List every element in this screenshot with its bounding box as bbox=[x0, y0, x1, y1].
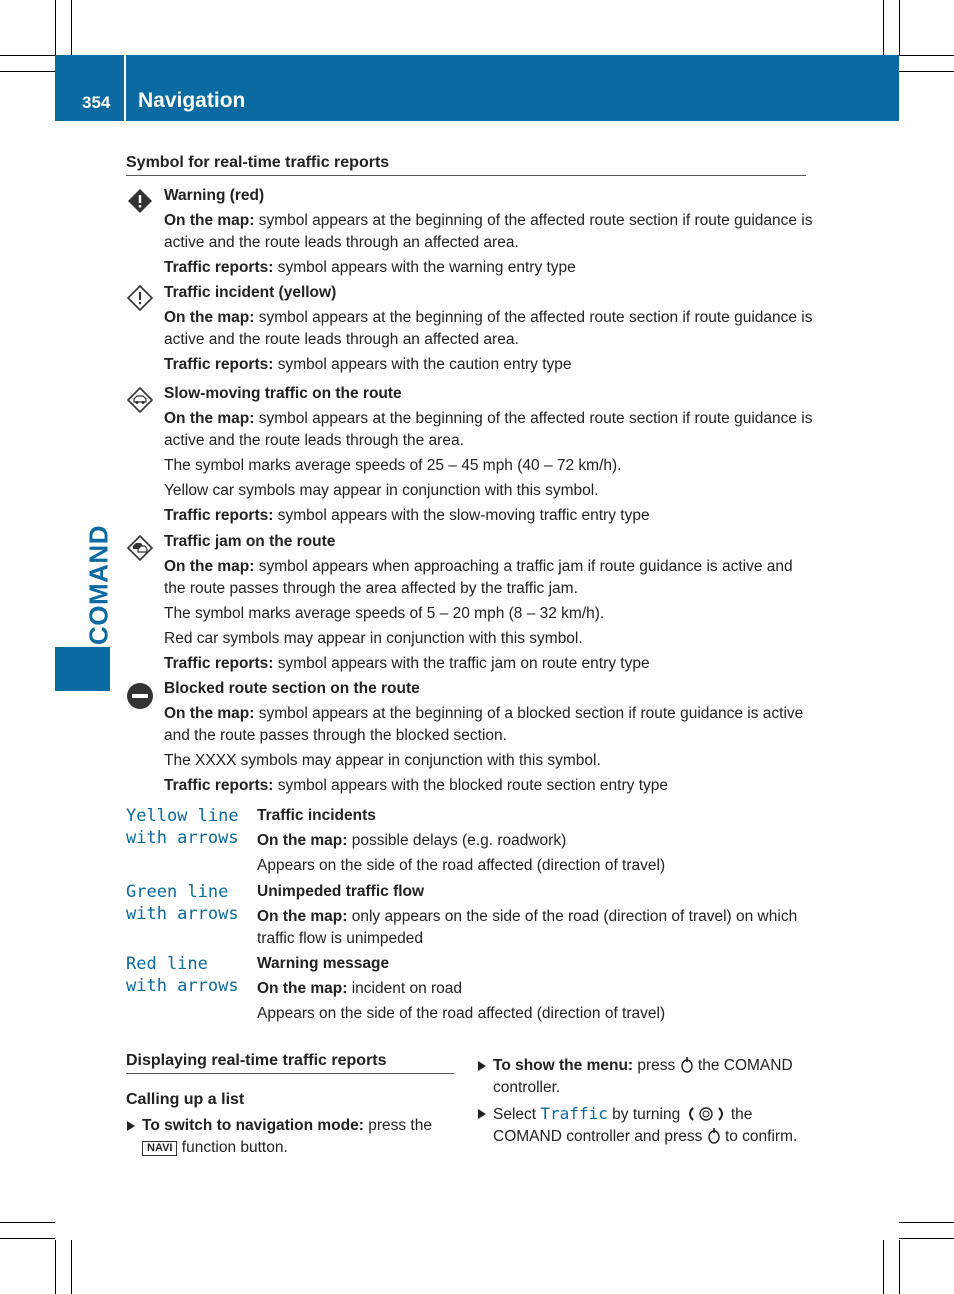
blocked-route-icon bbox=[126, 682, 154, 710]
step-text: Select bbox=[493, 1106, 537, 1123]
entry-note: Red car symbols may appear in conjunction with this symbol. bbox=[164, 630, 583, 647]
line-entry-yellow bbox=[126, 805, 816, 877]
step-navigation-mode bbox=[126, 1115, 456, 1159]
map-text: symbol appears at the beginning of the affected route section if route guidance is active and the route leads through an affected area. bbox=[164, 309, 813, 348]
step-show-menu bbox=[477, 1055, 812, 1099]
page-number: 354 bbox=[82, 93, 111, 112]
symbol-entry-blocked-route bbox=[126, 678, 816, 797]
step-arrow-icon bbox=[127, 1121, 135, 1131]
line-entry-green bbox=[126, 881, 816, 950]
step-text: press the bbox=[368, 1117, 432, 1134]
crop-mark bbox=[899, 71, 954, 72]
crop-mark bbox=[55, 1240, 56, 1294]
reports-label: Traffic reports: bbox=[164, 507, 274, 524]
reports-label: Traffic reports: bbox=[164, 356, 274, 373]
subheading: Calling up a list bbox=[126, 1091, 245, 1108]
reports-label: Traffic reports: bbox=[164, 259, 274, 276]
step-arrow-icon bbox=[478, 1109, 486, 1119]
step-text: by turning bbox=[612, 1106, 681, 1123]
left-column bbox=[126, 1089, 456, 1159]
crop-mark bbox=[899, 55, 954, 56]
map-label: On the map: bbox=[257, 908, 348, 925]
warning-yellow-icon bbox=[126, 284, 154, 312]
entry-note: Appears on the side of the road affected (direction of travel) bbox=[257, 1005, 666, 1022]
side-tab bbox=[55, 647, 110, 691]
press-controller-icon bbox=[680, 1057, 694, 1073]
section-heading: Symbol for real-time traffic reports bbox=[126, 154, 806, 176]
step-text: the COMAND controller and press bbox=[493, 1106, 753, 1145]
header-divider bbox=[124, 55, 126, 121]
entry-title: Traffic incidents bbox=[257, 807, 376, 824]
map-text: incident on road bbox=[351, 980, 463, 997]
traffic-menu-item: Traffic bbox=[540, 1104, 608, 1123]
crop-mark bbox=[0, 71, 55, 72]
line-label: Green line with arrows bbox=[126, 882, 239, 924]
map-text: possible delays (e.g. roadwork) bbox=[351, 832, 567, 849]
entry-note: The symbol marks average speeds of 25 – 45 mph (40 – 72 km/h). bbox=[164, 457, 622, 474]
crop-mark bbox=[0, 1222, 55, 1223]
crop-mark bbox=[899, 1222, 954, 1223]
entry-title: Unimpeded traffic flow bbox=[257, 883, 425, 900]
map-label: On the map: bbox=[164, 410, 255, 427]
reports-text: symbol appears with the traffic jam on route entry type bbox=[277, 655, 650, 672]
entry-title: Traffic incident (yellow) bbox=[164, 284, 337, 301]
entry-title: Blocked route section on the route bbox=[164, 680, 420, 697]
map-label: On the map: bbox=[164, 212, 255, 229]
reports-label: Traffic reports: bbox=[164, 655, 274, 672]
map-label: On the map: bbox=[164, 705, 255, 722]
entry-title: Warning (red) bbox=[164, 187, 265, 204]
map-text: symbol appears at the beginning of the affected route section if route guidance is active and the route leads through an affected area. bbox=[164, 212, 813, 251]
navi-key: NAVI bbox=[142, 1141, 177, 1156]
entry-note: Yellow car symbols may appear in conjunction with this symbol. bbox=[164, 482, 599, 499]
crop-mark bbox=[55, 0, 56, 55]
symbol-entry-slow-traffic bbox=[126, 383, 816, 527]
step-bold: To switch to navigation mode: bbox=[142, 1117, 364, 1134]
entry-title: Traffic jam on the route bbox=[164, 533, 336, 550]
line-entry-red bbox=[126, 953, 816, 1025]
symbol-entry-traffic-incident bbox=[126, 282, 816, 376]
crop-mark bbox=[883, 1240, 884, 1294]
entry-note: The XXXX symbols may appear in conjunction with this symbol. bbox=[164, 752, 601, 769]
reports-text: symbol appears with the blocked route section entry type bbox=[277, 777, 668, 794]
step-text: press bbox=[637, 1057, 676, 1074]
symbol-entry-warning-red bbox=[126, 185, 816, 279]
crop-mark bbox=[899, 1238, 954, 1239]
line-label: Yellow line with arrows bbox=[126, 806, 239, 848]
reports-text: symbol appears with the warning entry type bbox=[277, 259, 576, 276]
map-label: On the map: bbox=[257, 980, 348, 997]
symbol-entry-traffic-jam bbox=[126, 531, 816, 675]
page-title: Navigation bbox=[138, 89, 246, 112]
map-label: On the map: bbox=[257, 832, 348, 849]
map-label: On the map: bbox=[164, 558, 255, 575]
press-controller-icon bbox=[707, 1128, 721, 1144]
step-select-traffic bbox=[477, 1103, 812, 1148]
reports-text: symbol appears with the caution entry type bbox=[277, 356, 572, 373]
side-tab-label: COMAND bbox=[83, 525, 114, 645]
step-bold: To show the menu: bbox=[493, 1057, 634, 1074]
turn-controller-icon bbox=[685, 1106, 727, 1122]
map-text: only appears on the side of the road (direction of travel) on which traffic flow is unimpeded bbox=[257, 908, 798, 947]
map-text: symbol appears when approaching a traffic jam if route guidance is active and the route passes through the area affected by the traffic jam. bbox=[164, 558, 793, 597]
section-heading: Displaying real-time traffic reports bbox=[126, 1052, 454, 1074]
warning-red-icon bbox=[126, 187, 154, 215]
crop-mark bbox=[71, 0, 72, 55]
step-text: to confirm. bbox=[724, 1128, 798, 1145]
step-text: the COMAND controller. bbox=[493, 1057, 793, 1096]
crop-mark bbox=[883, 0, 884, 55]
map-text: symbol appears at the beginning of the affected route section if route guidance is active and the route leads through the area. bbox=[164, 410, 813, 449]
traffic-jam-icon bbox=[126, 534, 154, 562]
step-text: function button. bbox=[181, 1139, 288, 1156]
crop-mark bbox=[71, 1240, 72, 1294]
map-text: symbol appears at the beginning of a blocked section if route guidance is active and the route passes through the blocked section. bbox=[164, 705, 804, 744]
crop-mark bbox=[899, 0, 900, 55]
entry-title: Warning message bbox=[257, 955, 390, 972]
step-arrow-icon bbox=[478, 1061, 486, 1071]
entry-title: Slow-moving traffic on the route bbox=[164, 385, 402, 402]
entry-note: Appears on the side of the road affected (direction of travel) bbox=[257, 857, 666, 874]
reports-label: Traffic reports: bbox=[164, 777, 274, 794]
crop-mark bbox=[0, 55, 55, 56]
line-label: Red line with arrows bbox=[126, 954, 239, 996]
reports-text: symbol appears with the slow-moving traffic entry type bbox=[277, 507, 650, 524]
crop-mark bbox=[899, 1240, 900, 1294]
entry-note: The symbol marks average speeds of 5 – 20 mph (8 – 32 km/h). bbox=[164, 605, 605, 622]
crop-mark bbox=[0, 1238, 55, 1239]
right-column bbox=[477, 1051, 812, 1148]
map-label: On the map: bbox=[164, 309, 255, 326]
slow-traffic-icon bbox=[126, 386, 154, 414]
